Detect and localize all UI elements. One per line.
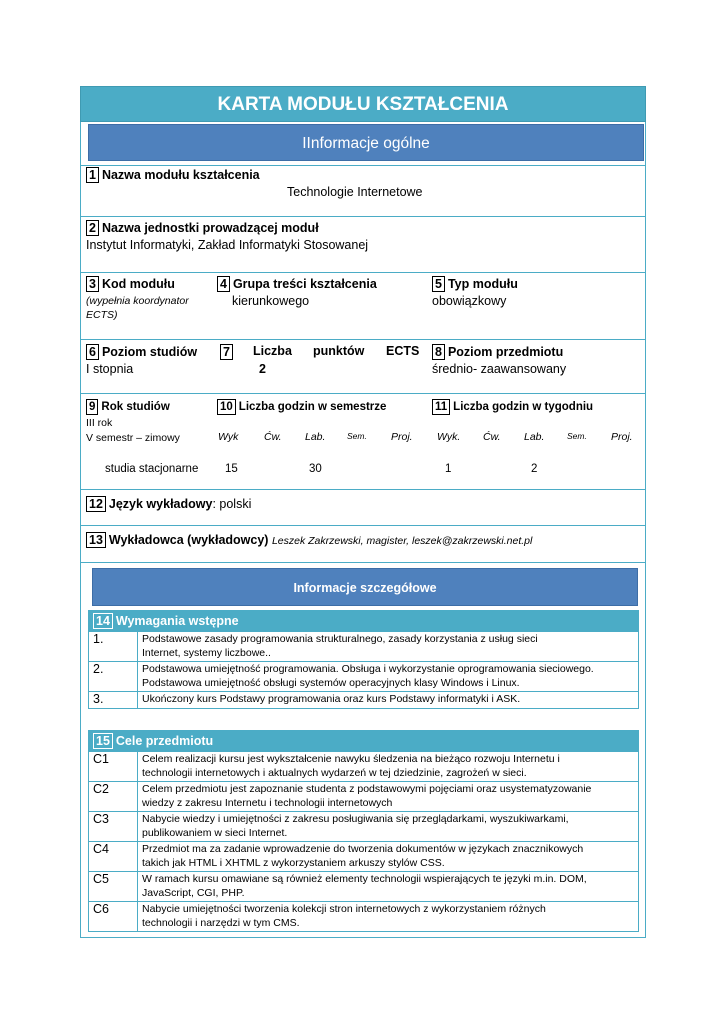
lecturer-value: Leszek Zakrzewski, magister, leszek@zakrzewski.net.pl [271, 535, 533, 547]
field-label: Nazwa modułu kształcenia [101, 168, 260, 182]
card-title: KARTA MODUŁU KSZTAŁCENIA [80, 86, 646, 122]
subject-level-value: średnio- zaawansowany [432, 362, 567, 376]
table-row [89, 782, 639, 812]
divider [80, 489, 646, 490]
field-number: 3 [86, 276, 99, 292]
field-number: 15 [93, 733, 113, 749]
col-proj-week: Proj. [611, 431, 633, 443]
row-key: C3 [89, 812, 138, 842]
field-label: Grupa treści kształcenia [232, 277, 377, 291]
field-number: 14 [93, 613, 113, 629]
study-mode: studia stacjonarne [105, 463, 199, 475]
col-proj: Proj. [391, 431, 413, 443]
table-row [89, 842, 639, 872]
table-row [89, 872, 639, 902]
row-key: C5 [89, 872, 138, 902]
semester-value: V semestr – zimowy [86, 432, 180, 444]
year-value: III rok [86, 417, 113, 429]
requirements-table [88, 610, 639, 709]
row-text: Celem realizacji kursu jest wykształcenie nawyku śledzenia na bieżąco rozwoju Internetu i technologii internetowych i aktualnych wydarzeń w tej dziedzinie, zagrożeń w sieci. [138, 752, 639, 782]
field-number: 2 [86, 220, 99, 236]
row-key: 3. [89, 692, 138, 709]
divider [80, 272, 646, 273]
field-number: 10 [217, 399, 236, 415]
field-4-label [217, 276, 377, 292]
field-label: Nazwa jednostki prowadzącej moduł [101, 221, 319, 235]
row-text: Ukończony kurs Podstawy programowania oraz kurs Podstawy informatyki i ASK. [138, 692, 639, 709]
table-row [89, 632, 639, 662]
field-number: 5 [432, 276, 445, 292]
study-level-value: I stopnia [86, 362, 134, 376]
divider [80, 562, 646, 563]
field-number: 1 [86, 167, 99, 183]
field-label: Liczba [253, 344, 292, 358]
row-text: Nabycie wiedzy i umiejętności z zakresu posługiwania się przeglądarkami, wyszukiwarkami, publikowaniem w sieci Internet. [138, 812, 639, 842]
field-number: 12 [86, 496, 106, 512]
field-label: ECTS [386, 344, 420, 358]
col-cw: Ćw. [264, 431, 282, 443]
field-5-label [432, 276, 518, 292]
objectives-table [88, 730, 639, 932]
row-key: C4 [89, 842, 138, 872]
module-code-note [86, 294, 189, 322]
weekly-wyk-hours: 1 [445, 463, 452, 475]
row-key: C6 [89, 902, 138, 932]
semester-wyk-hours: 15 [225, 463, 238, 475]
ects-value: 2 [259, 362, 266, 376]
module-type-value: obowiązkowy [432, 294, 507, 308]
col-wyk: Wyk [218, 431, 239, 443]
field-number: 6 [86, 344, 99, 360]
row-key: 1. [89, 632, 138, 662]
general-info-header: IInformacje ogólne [88, 124, 644, 161]
row-key: C1 [89, 752, 138, 782]
field-label: Liczba godzin w tygodniu [453, 401, 594, 413]
details-header: Informacje szczegółowe [92, 568, 638, 606]
field-10-label [217, 399, 386, 415]
field-label: Język wykładowy [108, 497, 213, 511]
divider [80, 165, 646, 166]
field-9-label [86, 399, 170, 415]
content-group-value: kierunkowego [232, 294, 310, 308]
field-label: Cele przedmiotu [115, 734, 214, 748]
field-2-label [86, 220, 319, 236]
field-13 [86, 532, 532, 548]
row-text: Podstawowa umiejętność programowania. Obsługa i wykorzystanie oprogramowania sieciowego. Podstawowa umiejętność obsługi systemów operacyjnych klasy Windows i Linux. [138, 662, 639, 692]
semester-lab-hours: 30 [309, 463, 322, 475]
divider [80, 339, 646, 340]
field-11-label [432, 399, 593, 415]
requirements-title [89, 611, 639, 632]
row-key: C2 [89, 782, 138, 812]
col-sem-week: Sem. [567, 431, 587, 441]
field-8-label [432, 344, 563, 360]
divider [80, 393, 646, 394]
field-number: 8 [432, 344, 445, 360]
field-label: Typ modułu [447, 277, 518, 291]
row-text: Podstawowe zasady programowania strukturalnego, zasady korzystania z usług sieci Internet, systemy liczbowe.. [138, 632, 639, 662]
field-label: Wymagania wstępne [115, 614, 239, 628]
field-label: Kod modułu [101, 277, 175, 291]
note-line: ECTS) [86, 309, 118, 321]
table-row [89, 902, 639, 932]
field-1-label [86, 167, 260, 183]
note-line: (wypełnia koordynator [86, 295, 189, 307]
field-label: Poziom studiów [101, 345, 198, 359]
divider [80, 216, 646, 217]
field-number: 11 [432, 399, 450, 415]
col-lab-week: Lab. [524, 431, 545, 443]
col-cw-week: Ćw. [483, 431, 501, 443]
field-3-label [86, 276, 175, 292]
table-row [89, 692, 639, 709]
language-value: : polski [212, 497, 252, 511]
field-number: 4 [217, 276, 230, 292]
study-year [86, 416, 180, 446]
field-number: 7 [220, 344, 233, 360]
row-key: 2. [89, 662, 138, 692]
col-sem: Sem. [347, 431, 367, 441]
field-label: Liczba godzin w semestrze [238, 401, 387, 413]
field-7-label [220, 344, 420, 360]
field-label: Wykładowca (wykładowcy) [108, 533, 269, 547]
divider [80, 525, 646, 526]
weekly-lab-hours: 2 [531, 463, 538, 475]
field-6-label [86, 344, 197, 360]
field-label: Rok studiów [101, 401, 170, 413]
objectives-title [89, 731, 639, 752]
row-text: Nabycie umiejętności tworzenia kolekcji stron internetowych z wykorzystaniem różnych technologii i narzędzi w tym CMS. [138, 902, 639, 932]
field-number: 9 [86, 399, 98, 415]
objectives-header [89, 731, 639, 752]
field-number: 13 [86, 532, 106, 548]
table-row [89, 752, 639, 782]
row-text: Celem przedmiotu jest zapoznanie studenta z podstawowymi pojęciami oraz usystematyzowanie wiedzy z zakresu Internetu i technologii internetowych [138, 782, 639, 812]
table-row [89, 662, 639, 692]
field-12 [86, 496, 251, 512]
requirements-header [89, 611, 639, 632]
field-label: punktów [313, 344, 365, 358]
module-name-value: Technologie Internetowe [287, 185, 423, 199]
col-lab: Lab. [305, 431, 326, 443]
field-label: Poziom przedmiotu [447, 345, 564, 359]
table-row [89, 812, 639, 842]
unit-value: Instytut Informatyki, Zakład Informatyki Stosowanej [86, 238, 369, 252]
row-text: W ramach kursu omawiane są również elementy technologii wspierających te języki m.in. DOM, JavaScript, CGI, PHP. [138, 872, 639, 902]
col-wyk-week: Wyk. [437, 431, 461, 443]
row-text: Przedmiot ma za zadanie wprowadzenie do tworzenia dokumentów w językach znacznikowych takich jak HTML i XHTML z wykorzystaniem arkuszy stylów CSS. [138, 842, 639, 872]
